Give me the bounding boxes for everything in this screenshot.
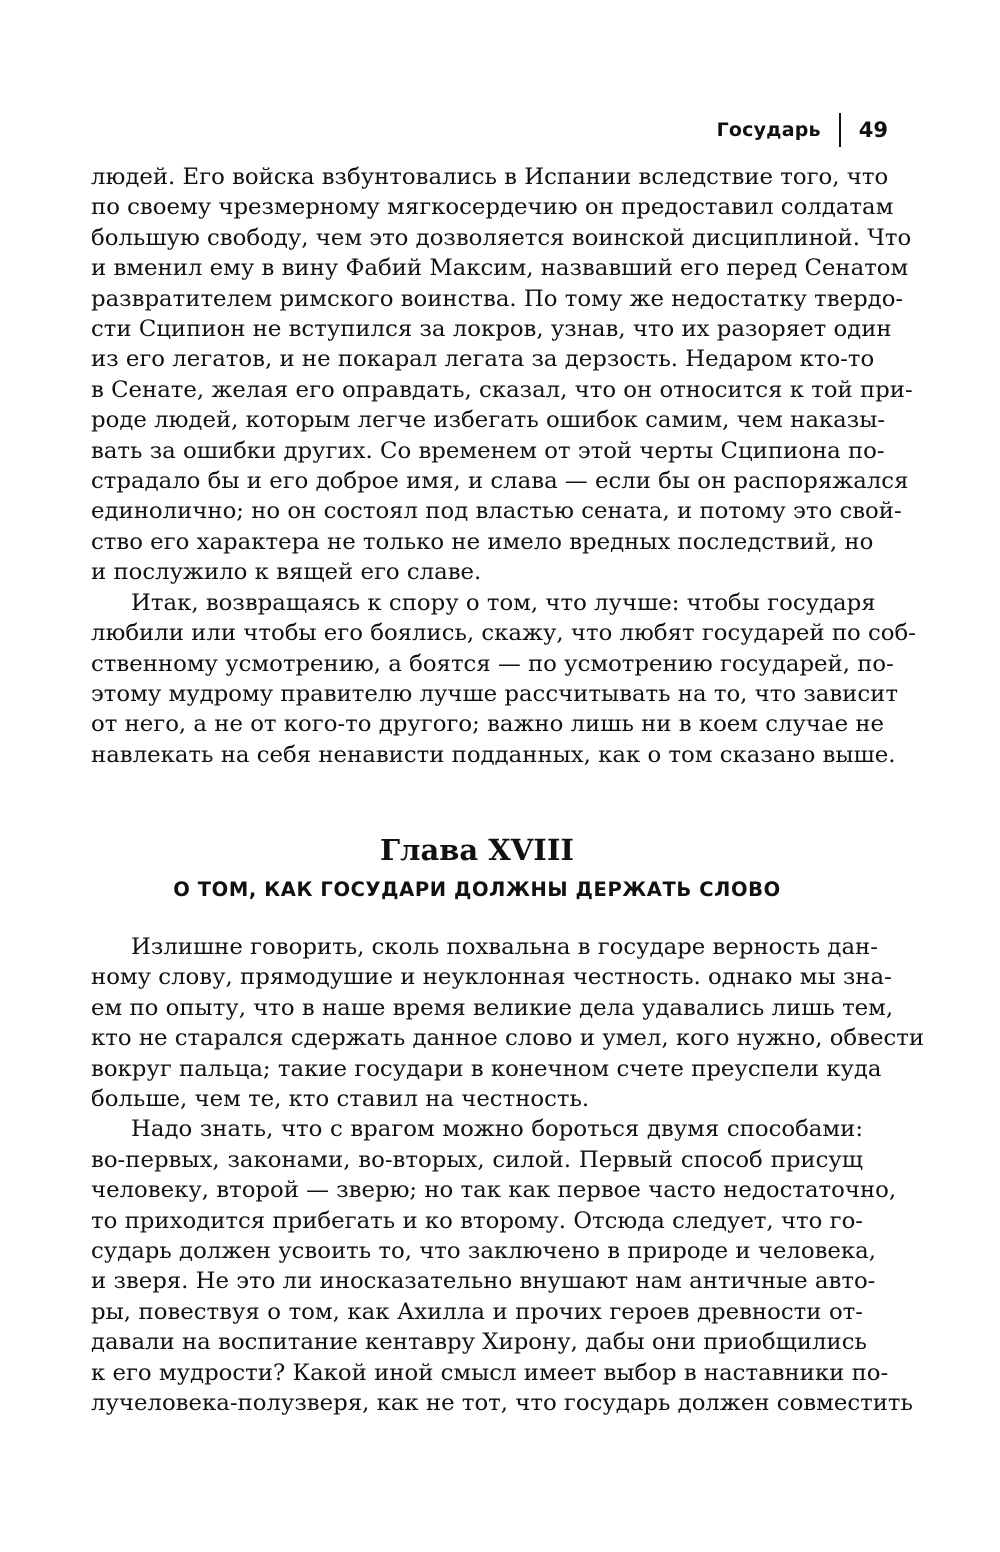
page-number: 49 (858, 118, 888, 142)
text-line: по своему чрезмерному мягкосердечию он предоставил солдатам (91, 194, 894, 221)
text-line: ному слову, прямодушие и неуклонная честность. однако мы зна- (91, 964, 892, 991)
chapter-subtitle: О ТОМ, КАК ГОСУДАРИ ДОЛЖНЫ ДЕРЖАТЬ СЛОВО (173, 878, 781, 901)
text-line: ство его характера не только не имело вредных последствий, но (91, 528, 874, 555)
text-line: в Сенате, желая его оправдать, сказал, что он относится к той при- (91, 376, 913, 403)
text-line: кто не старался сдержать данное слово и умел, кого нужно, обвести (91, 1025, 925, 1052)
text-line: людей. Его войска взбунтовались в Испании вследствие того, что (91, 164, 889, 190)
text-line: Итак, возвращаясь к спору о том, что лучше: чтобы государя (131, 589, 876, 616)
text-line: во-первых, законами, во-вторых, силой. Первый способ присущ (91, 1146, 863, 1173)
text-line: единолично; но он состоял под властью сената, и потому это свой- (91, 498, 902, 525)
text-line: любили или чтобы его боялись, скажу, что любят государей по соб- (91, 620, 916, 647)
text-line: этому мудрому правителю лучше рассчитывать на то, что зависит (91, 680, 898, 707)
text-line: большую свободу, чем это дозволяется воинской дисциплиной. Что (91, 224, 912, 251)
text-line: и вменил ему в вину Фабий Максим, назвавший его перед Сенатом (91, 255, 909, 282)
paragraph (91, 1114, 913, 1418)
text-line: и послужило к вящей его славе. (91, 559, 482, 586)
text-line: роде людей, которым легче избегать ошибок самим, чем наказы- (91, 407, 886, 434)
text-line: от него, а не от кого-то другого; важно лишь ни в коем случае не (91, 711, 885, 738)
text-line: больше, чем те, кто ставил на честность. (91, 1086, 590, 1113)
paragraph (91, 588, 916, 770)
text-line: Надо знать, что с врагом можно бороться двумя способами: (131, 1116, 863, 1143)
text-line: страдало бы и его доброе имя, и слава — если бы он распоряжался (91, 468, 909, 495)
text-line: ственному усмотрению, а боятся — по усмотрению государей, по- (91, 650, 894, 677)
running-title: Государь (716, 119, 821, 141)
text-line: навлекать на себя ненависти подданных, как о том сказано выше. (91, 741, 896, 768)
text-line: к его мудрости? Какой иной смысл имеет выбор в наставники по- (91, 1359, 889, 1386)
text-line: то приходится прибегать и ко второму. Отсюда следует, что го- (91, 1207, 863, 1234)
text-line: лучеловека-полузверя, как не тот, что государь должен совместить (91, 1390, 913, 1417)
text-line: и зверя. Не это ли иносказательно внушают нам античные авто- (91, 1268, 876, 1295)
text-line: сударь должен усвоить то, что заключено в природе и человека, (91, 1238, 877, 1265)
text-line: давали на воспитание кентавру Хирону, дабы они приобщились (91, 1329, 867, 1356)
chapter-title: Глава XVIII (380, 833, 574, 867)
header-divider (839, 113, 841, 147)
text-line: Излишне говорить, сколь похвальна в государе верность дан- (131, 934, 878, 960)
text-line: вокруг пальца; такие государи в конечном счете преуспели куда (91, 1055, 882, 1082)
text-line: ем по опыту, что в наше время великие дела удавались лишь тем, (91, 994, 894, 1021)
text-line: сти Сципион не вступился за локров, узнав, что их разоряет один (91, 316, 892, 343)
running-header (717, 112, 888, 148)
text-line: развратителем римского воинства. По тому же недостатку твердо- (91, 285, 904, 312)
text-line: вать за ошибки других. Со временем от этой черты Сципиона по- (91, 437, 885, 464)
paragraph (91, 932, 925, 1114)
text-line: человеку, второй — зверю; но так как первое часто недостаточно, (91, 1177, 897, 1204)
body-text-section-2 (91, 932, 925, 1419)
paragraph (91, 162, 913, 588)
text-line: из его легатов, и не покарал легата за дерзость. Недаром кто-то (91, 346, 875, 373)
body-text-section-1 (91, 162, 916, 770)
text-line: ры, повествуя о том, как Ахилла и прочих героев древности от- (91, 1298, 863, 1325)
